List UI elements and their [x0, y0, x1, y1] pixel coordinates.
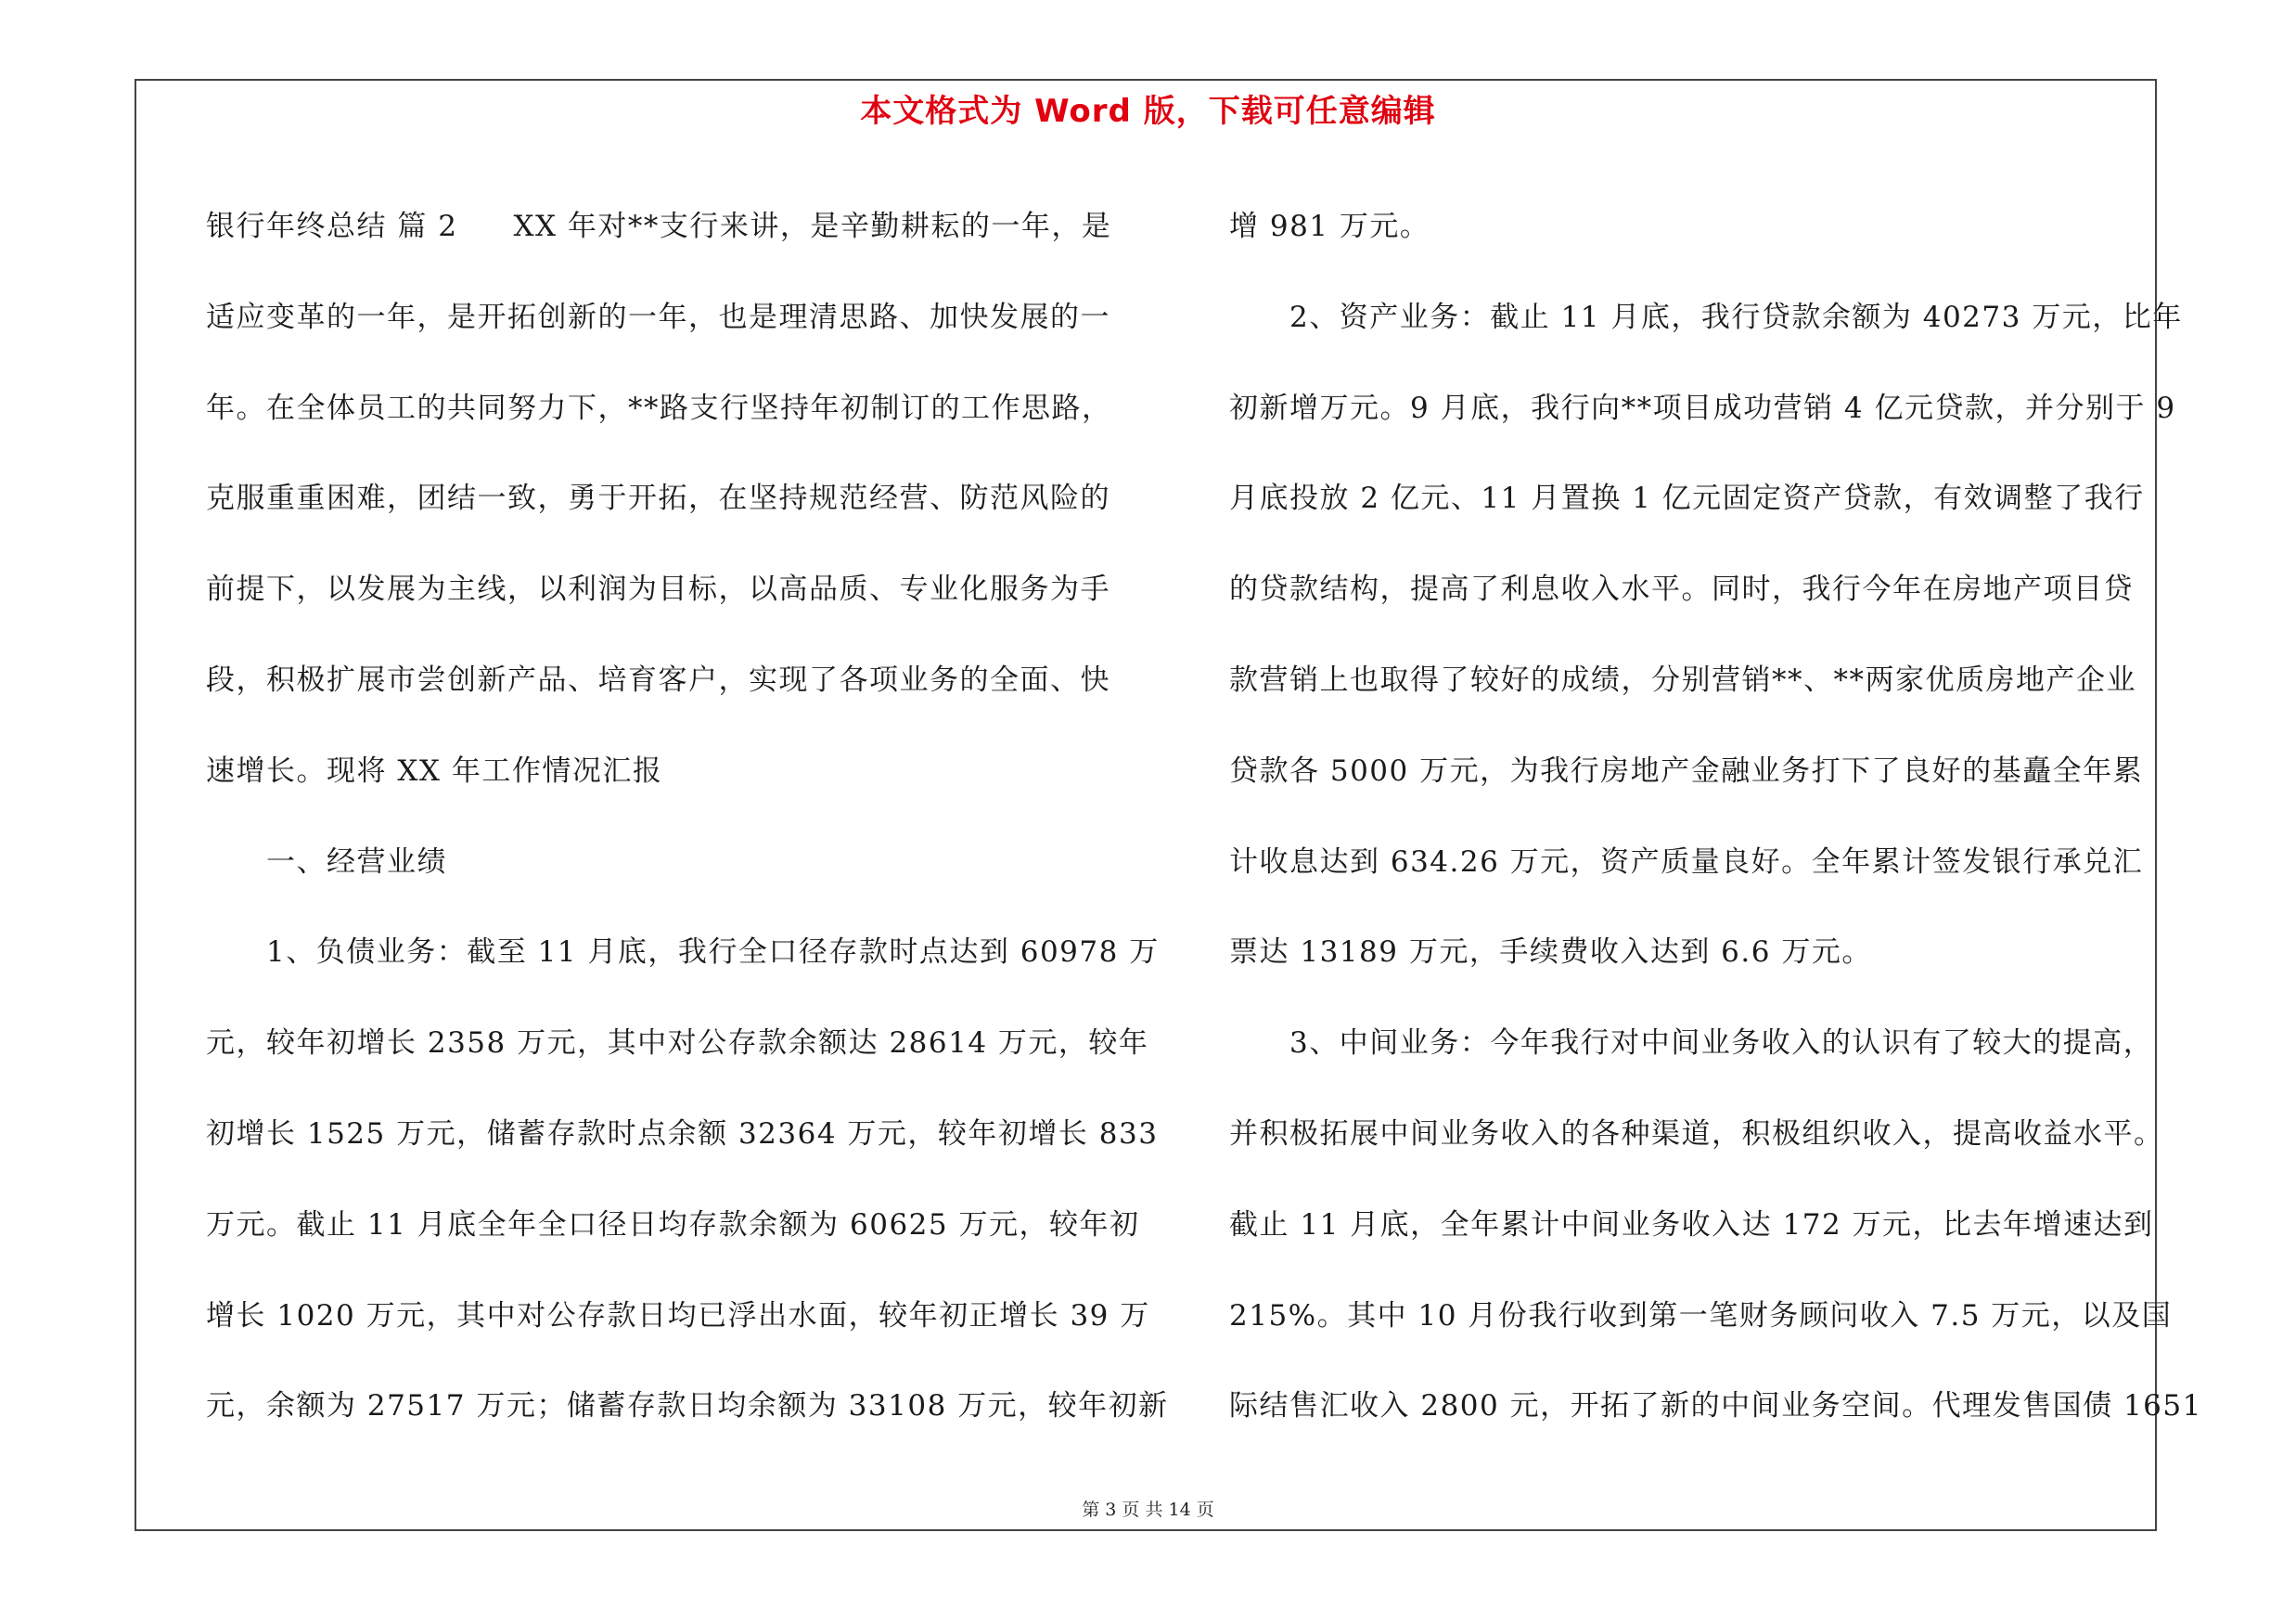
text-line: 并积极拓展中间业务收入的各种渠道，积极组织收入，提高收益水平。	[1229, 1116, 2164, 1151]
text-line: 增 981 万元。	[1229, 210, 1430, 243]
text-line: 克服重重困难，团结一致，勇于开拓，在坚持规范经营、防范风险的	[206, 482, 1110, 516]
text-line: 票达 13189 万元，手续费收入达到 6.6 万元。	[1229, 935, 1872, 970]
text-line	[206, 182, 1143, 273]
text-line: 速增长。现将 XX 年工作情况汇报	[206, 754, 663, 788]
text-line: 款营销上也取得了较好的成绩，分别营销**、**两家优质房地产企业	[1229, 663, 2136, 697]
text-line: 段，积极扩展市尝创新产品、培育客户，实现了各项业务的全面、快	[206, 663, 1110, 697]
text-line: 截止 11 月底，全年累计中间业务收入达 172 万元，比去年增速达到	[1229, 1207, 2154, 1242]
text-line: 万元。截止 11 月底全年全口径日均存款余额为 60625 万元，较年初	[206, 1207, 1140, 1242]
text-line: 元，较年初增长 2358 万元，其中对公存款余额达 28614 万元，较年	[206, 1026, 1149, 1061]
text-line: 一、经营业绩	[206, 844, 447, 879]
text-line: 的贷款结构，提高了利息收入水平。同时，我行今年在房地产项目贷	[1229, 573, 2134, 607]
paragraph-text: XX 年对**支行来讲，是辛勤耕耘的一年，是	[513, 210, 1112, 243]
text-line: 初增长 1525 万元，储蓄存款时点余额 32364 万元，较年初增长 833	[206, 1116, 1159, 1151]
text-line: 年。在全体员工的共同努力下，**路支行坚持年初制订的工作思路，	[206, 391, 1112, 425]
text-line: 前提下，以发展为主线，以利润为目标，以高品质、专业化服务为手	[206, 573, 1110, 607]
text-line: 增长 1020 万元，其中对公存款日均已浮出水面，较年初正增长 39 万	[206, 1298, 1150, 1333]
text-line: 计收息达到 634.26 万元，资产质量良好。全年累计签发银行承兑汇	[1229, 844, 2144, 879]
text-line: 初新增万元。9 月底，我行向**项目成功营销 4 亿元贷款，并分别于 9	[1229, 391, 2176, 425]
right-column	[1229, 182, 2202, 1452]
text-line: 适应变革的一年，是开拓创新的一年，也是理清思路、加快发展的一	[206, 300, 1110, 334]
text-line: 2、资产业务：截止 11 月底，我行贷款余额为 40273 万元，比年	[1229, 300, 2183, 334]
left-column	[206, 182, 1169, 1452]
page-footer: 第 3 页 共 14 页	[1082, 1500, 1214, 1520]
text-line: 际结售汇收入 2800 元，开拓了新的中间业务空间。代理发售国债 1651	[1229, 1389, 2202, 1423]
text-line: 3、中间业务：今年我行对中间业务收入的认识有了较大的提高，	[1229, 1026, 2154, 1061]
text-line: 1、负债业务：截至 11 月底，我行全口径存款时点达到 60978 万	[206, 935, 1160, 970]
section-heading: 银行年终总结 篇 2	[206, 210, 458, 243]
text-line: 215%。其中 10 月份我行收到第一笔财务顾问收入 7.5 万元，以及国	[1229, 1298, 2173, 1333]
text-line: 贷款各 5000 万元，为我行房地产金融业务打下了良好的基矗全年累	[1229, 754, 2144, 788]
text-line: 元，余额为 27517 万元；储蓄存款日均余额为 33108 万元，较年初新	[206, 1389, 1169, 1423]
text-line: 月底投放 2 亿元、11 月置换 1 亿元固定资产贷款，有效调整了我行	[1229, 482, 2145, 516]
format-banner: 本文格式为 Word 版，下载可任意编辑	[860, 93, 1436, 130]
